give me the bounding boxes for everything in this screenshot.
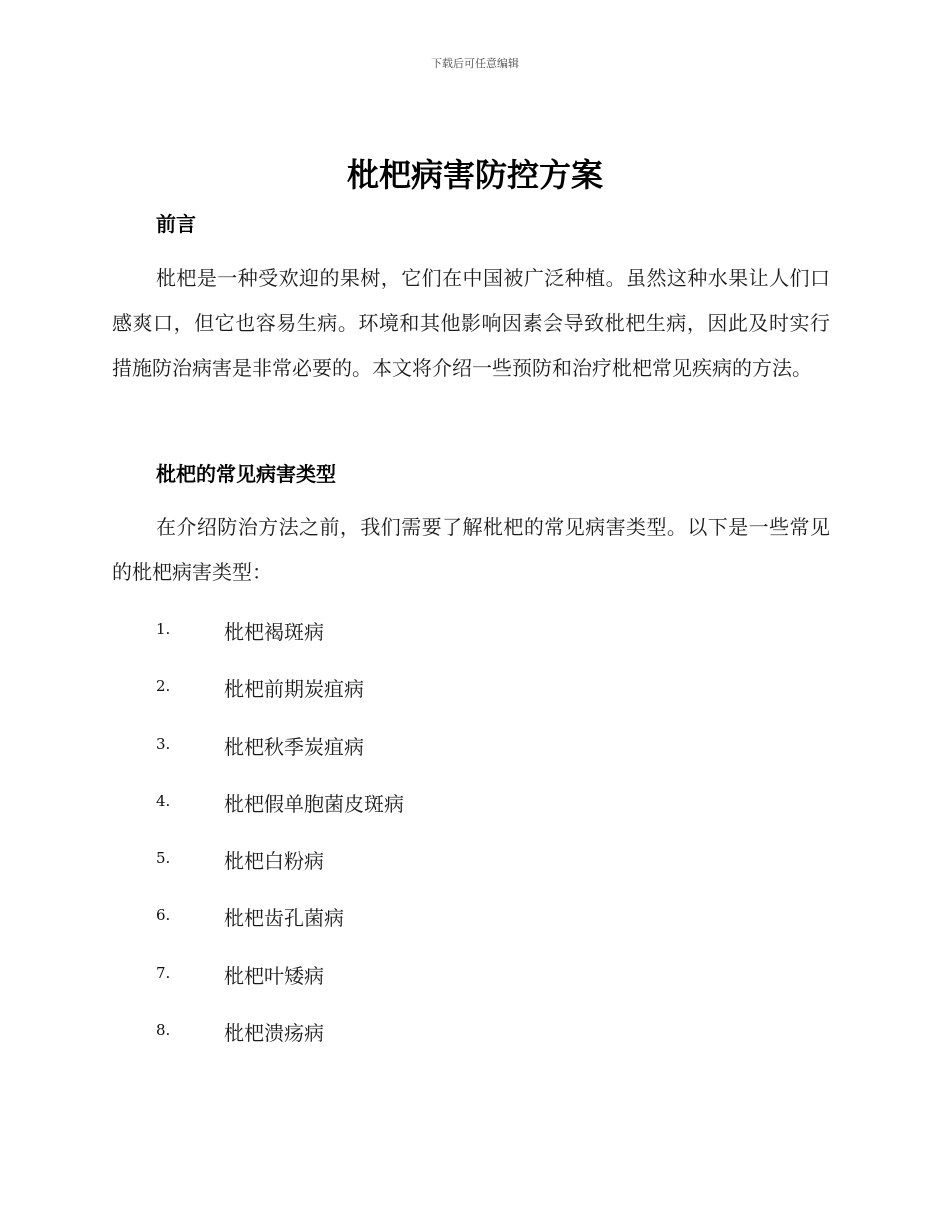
list-item-number: 2. [156, 677, 171, 696]
list-item-number: 4. [156, 791, 171, 810]
common-types-paragraph: 在介绍防治方法之前，我们需要了解枇杷的常见病害类型。以下是一些常见的枇杷病害类型： [112, 515, 830, 584]
disease-list [0, 608, 950, 1066]
list-item [0, 608, 950, 665]
list-item-number: 3. [156, 734, 171, 753]
list-item [0, 837, 950, 894]
list-item [0, 780, 950, 837]
list-item-number: 8. [156, 1021, 171, 1040]
list-item-label: 枇杷叶矮病 [224, 963, 324, 988]
list-item-label: 枇杷齿孔菌病 [224, 906, 344, 931]
list-item-number: 7. [156, 963, 171, 982]
page-header-note: 下载后可任意编辑 [431, 57, 519, 70]
list-item-label: 枇杷褐斑病 [224, 620, 324, 644]
preface-paragraph: 枇杷是一种受欢迎的果树，它们在中国被广泛种植。虽然这种水果让人们口感爽口，但它也容易生病。环境和其他影响因素会导致枇杷生病，因此及时实行措施防治病害是非常必要的。本文将介绍一些预防和治疗枇杷常见疾病的方法。 [112, 266, 830, 380]
list-item-label: 枇杷假单胞菌皮斑病 [224, 791, 404, 816]
list-item [0, 1009, 950, 1066]
list-item-label: 枇杷白粉病 [224, 849, 324, 874]
document-title: 枇杷病害防控方案 [346, 156, 603, 194]
section-heading-common-types: 枇杷的常见病害类型 [156, 462, 336, 486]
list-item [0, 665, 950, 722]
section-heading-preface: 前言 [156, 212, 196, 236]
list-item-label: 枇杷前期炭疽病 [224, 677, 364, 702]
list-item [0, 723, 950, 780]
list-item-label: 枇杷溃疡病 [224, 1021, 324, 1046]
list-item-number: 6. [156, 906, 171, 925]
list-item-label: 枇杷秋季炭疽病 [224, 734, 364, 759]
list-item [0, 894, 950, 951]
list-item-number: 5. [156, 849, 171, 868]
list-item [0, 952, 950, 1009]
list-item-number: 1. [156, 620, 171, 638]
